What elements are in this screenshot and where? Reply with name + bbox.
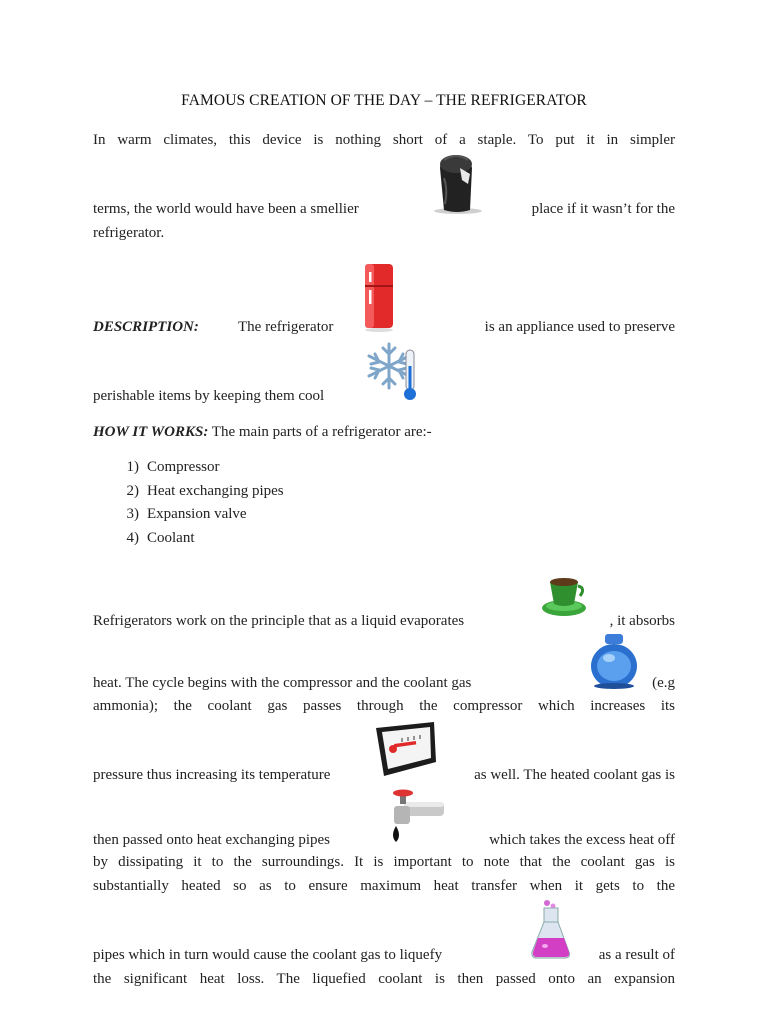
page-title: FAMOUS CREATION OF THE DAY – THE REFRIGERATOR xyxy=(181,92,587,109)
body-line-8 xyxy=(93,946,675,964)
temperature-gauge-icon xyxy=(374,720,438,780)
description-line-2: perishable items by keeping them cool xyxy=(93,388,325,404)
description-label: DESCRIPTION: xyxy=(93,319,199,335)
refrigerator-icon xyxy=(360,262,398,332)
intro-line-2a: terms, the world would have been a smellier xyxy=(93,201,359,217)
intro-line-2 xyxy=(93,200,675,218)
body-line-2 xyxy=(93,674,675,692)
body-line-9: the significant heat loss. The liquefied coolant is then passed onto an expansion xyxy=(93,971,675,987)
parts-list xyxy=(93,458,284,552)
gas-canister-icon xyxy=(589,632,639,690)
tea-cup-icon xyxy=(540,576,590,618)
body-line-4a: pressure thus increasing its temperature xyxy=(93,767,331,783)
intro-line-3: refrigerator. xyxy=(93,225,165,241)
list-item: 4) Coolant xyxy=(126,529,195,546)
body-line-8a: pipes which in turn would cause the coolant gas to liquefy xyxy=(93,947,443,963)
description-line-1b: is an appliance used to preserve xyxy=(484,319,675,335)
body-line-5b: which takes the excess heat off xyxy=(489,832,675,848)
body-line-2b: (e.g xyxy=(652,675,675,691)
body-line-6: by dissipating it to the surroundings. It is important to note that the coolant gas is xyxy=(93,854,675,870)
intro-line-1: In warm climates, this device is nothing short of a staple. To put it in simpler xyxy=(93,132,675,148)
body-line-5 xyxy=(93,831,675,849)
body-line-2a: heat. The cycle begins with the compressor and the coolant gas xyxy=(93,675,472,691)
snowflake-thermometer-icon xyxy=(365,340,427,402)
how-it-works-line xyxy=(93,423,675,441)
water-tap-icon xyxy=(386,788,446,846)
list-item: 3) Expansion valve xyxy=(126,506,247,522)
description-line-1a: The refrigerator xyxy=(238,319,334,335)
body-line-7: substantially heated so as to ensure maximum heat transfer when it gets to the xyxy=(93,878,675,894)
list-item: 1) Compressor xyxy=(126,459,220,475)
how-it-works-text: The main parts of a refrigerator are:- xyxy=(211,424,432,440)
body-line-8b: as a result of xyxy=(598,947,675,963)
how-it-works-label: HOW IT WORKS: xyxy=(93,424,209,440)
body-line-1a: Refrigerators work on the principle that as a liquid evaporates xyxy=(93,613,465,629)
intro-line-2b: place if it wasn’t for the xyxy=(531,201,675,217)
body-line-3: ammonia); the coolant gas passes through the compressor which increases its xyxy=(93,698,675,714)
trash-bin-icon xyxy=(430,150,488,216)
list-item: 2) Heat exchanging pipes xyxy=(126,482,284,499)
body-line-1b: , it absorbs xyxy=(609,613,675,629)
body-line-4b: as well. The heated coolant gas is xyxy=(474,767,675,783)
chemistry-flask-icon xyxy=(529,898,573,960)
body-line-5a: then passed onto heat exchanging pipes xyxy=(93,832,331,848)
